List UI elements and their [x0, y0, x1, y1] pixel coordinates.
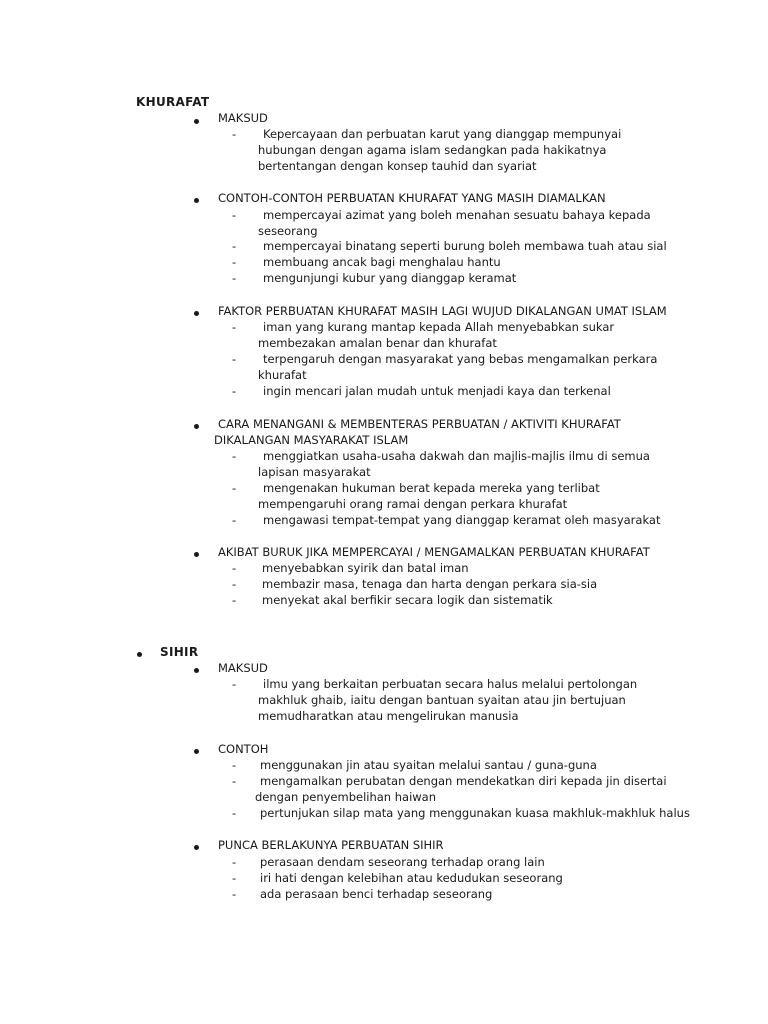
list-item: ada perasaan benci terhadap seseorang	[260, 887, 493, 901]
list-item: terpengaruh dengan masyarakat yang bebas mengamalkan perkara khurafat	[258, 352, 658, 382]
list-item: mengamalkan perubatan dengan mendekatkan diri kepada jin disertai dengan penyembelihan haiwan	[255, 774, 667, 804]
bullet-icon	[194, 749, 199, 754]
list-item: Kepercayaan dan perbuatan karut yang dianggap mempunyai hubungan dengan agama islam sedangkan pada hakikatnya bertentangan dengan konsep tauhid dan syariat	[258, 127, 622, 173]
list-item: mengawasi tempat-tempat yang dianggap keramat oleh masyarakat	[263, 513, 661, 527]
list-item: mengunjungi kubur yang dianggap keramat	[263, 271, 517, 285]
list-item: perasaan dendam seseorang terhadap orang lain	[260, 855, 545, 869]
group-label-cara-menangani-line2: DIKALANGAN MASYARAKAT ISLAM	[214, 433, 409, 447]
list-item: ilmu yang berkaitan perbuatan secara halus melalui pertolongan makhluk ghaib, iaitu dengan bantuan syaitan atau jin bertujuan memudharatkan atau mengelirukan manusia	[258, 677, 638, 723]
dash-icon: -	[232, 677, 237, 691]
list-item: iman yang kurang mantap kepada Allah menyebabkan sukar membezakan amalan benar dan khurafat	[258, 320, 615, 350]
heading-sihir: SIHIR	[160, 645, 199, 659]
dash-icon: -	[232, 449, 237, 463]
dash-icon: -	[232, 320, 237, 334]
bullet-icon	[194, 198, 199, 203]
dash-icon: -	[232, 561, 237, 575]
dash-icon: -	[232, 855, 237, 869]
dash-icon: -	[232, 871, 237, 885]
group-label-punca: PUNCA BERLAKUNYA PERBUATAN SIHIR	[218, 838, 444, 852]
list-item: membazir masa, tenaga dan harta dengan perkara sia-sia	[262, 577, 598, 591]
dash-icon: -	[232, 577, 237, 591]
list-item: ingin mencari jalan mudah untuk menjadi kaya dan terkenal	[263, 384, 611, 398]
dash-icon: -	[232, 239, 237, 253]
heading-khurafat: KHURAFAT	[136, 95, 210, 109]
dash-icon: -	[232, 352, 237, 366]
dash-icon: -	[232, 887, 237, 901]
bullet-icon	[194, 668, 199, 673]
list-item: mempercayai azimat yang boleh menahan sesuatu bahaya kepada seseorang	[258, 208, 651, 238]
list-item: menggunakan jin atau syaitan melalui santau / guna-guna	[260, 758, 597, 772]
list-item: menggiatkan usaha-usaha dakwah dan majlis-majlis ilmu di semua lapisan masyarakat	[258, 449, 650, 479]
group-label-contoh-contoh: CONTOH-CONTOH PERBUATAN KHURAFAT YANG MASIH DIAMALKAN	[218, 191, 606, 205]
dash-icon: -	[232, 384, 237, 398]
dash-icon: -	[232, 806, 237, 820]
dash-icon: -	[232, 481, 237, 495]
group-label-cara-menangani: CARA MENANGANI & MEMBENTERAS PERBUATAN / AKTIVITI KHURAFAT	[218, 417, 621, 431]
list-item: mempercayai binatang seperti burung boleh membawa tuah atau sial	[263, 239, 667, 253]
dash-icon: -	[232, 271, 237, 285]
dash-icon: -	[232, 127, 237, 141]
group-label-akibat-buruk: AKIBAT BURUK JIKA MEMPERCAYAI / MENGAMALKAN PERBUATAN KHURAFAT	[218, 545, 650, 559]
dash-icon: -	[232, 208, 237, 222]
bullet-icon	[194, 424, 199, 429]
group-label-maksud: MAKSUD	[218, 111, 268, 125]
list-item: iri hati dengan kelebihan atau kedudukan seseorang	[260, 871, 563, 885]
dash-icon: -	[232, 593, 237, 607]
bullet-icon	[194, 845, 199, 850]
bullet-icon	[194, 119, 199, 124]
bullet-icon	[137, 652, 142, 657]
dash-icon: -	[232, 774, 237, 788]
dash-icon: -	[232, 255, 237, 269]
bullet-icon	[194, 311, 199, 316]
group-label-faktor: FAKTOR PERBUATAN KHURAFAT MASIH LAGI WUJUD DIKALANGAN UMAT ISLAM	[218, 304, 667, 318]
dash-icon: -	[232, 513, 237, 527]
list-item: menyekat akal berfikir secara logik dan sistematik	[262, 593, 553, 607]
list-item: menyebabkan syirik dan batal iman	[262, 561, 469, 575]
list-item: mengenakan hukuman berat kepada mereka yang terlibat mempengaruhi orang ramai dengan perkara khurafat	[258, 481, 600, 511]
group-label-contoh: CONTOH	[218, 742, 269, 756]
group-label-maksud-sihir: MAKSUD	[218, 661, 268, 675]
bullet-icon	[194, 552, 199, 557]
list-item: pertunjukan silap mata yang menggunakan kuasa makhluk-makhluk halus	[260, 806, 690, 820]
dash-icon: -	[232, 758, 237, 772]
list-item: membuang ancak bagi menghalau hantu	[263, 255, 501, 269]
